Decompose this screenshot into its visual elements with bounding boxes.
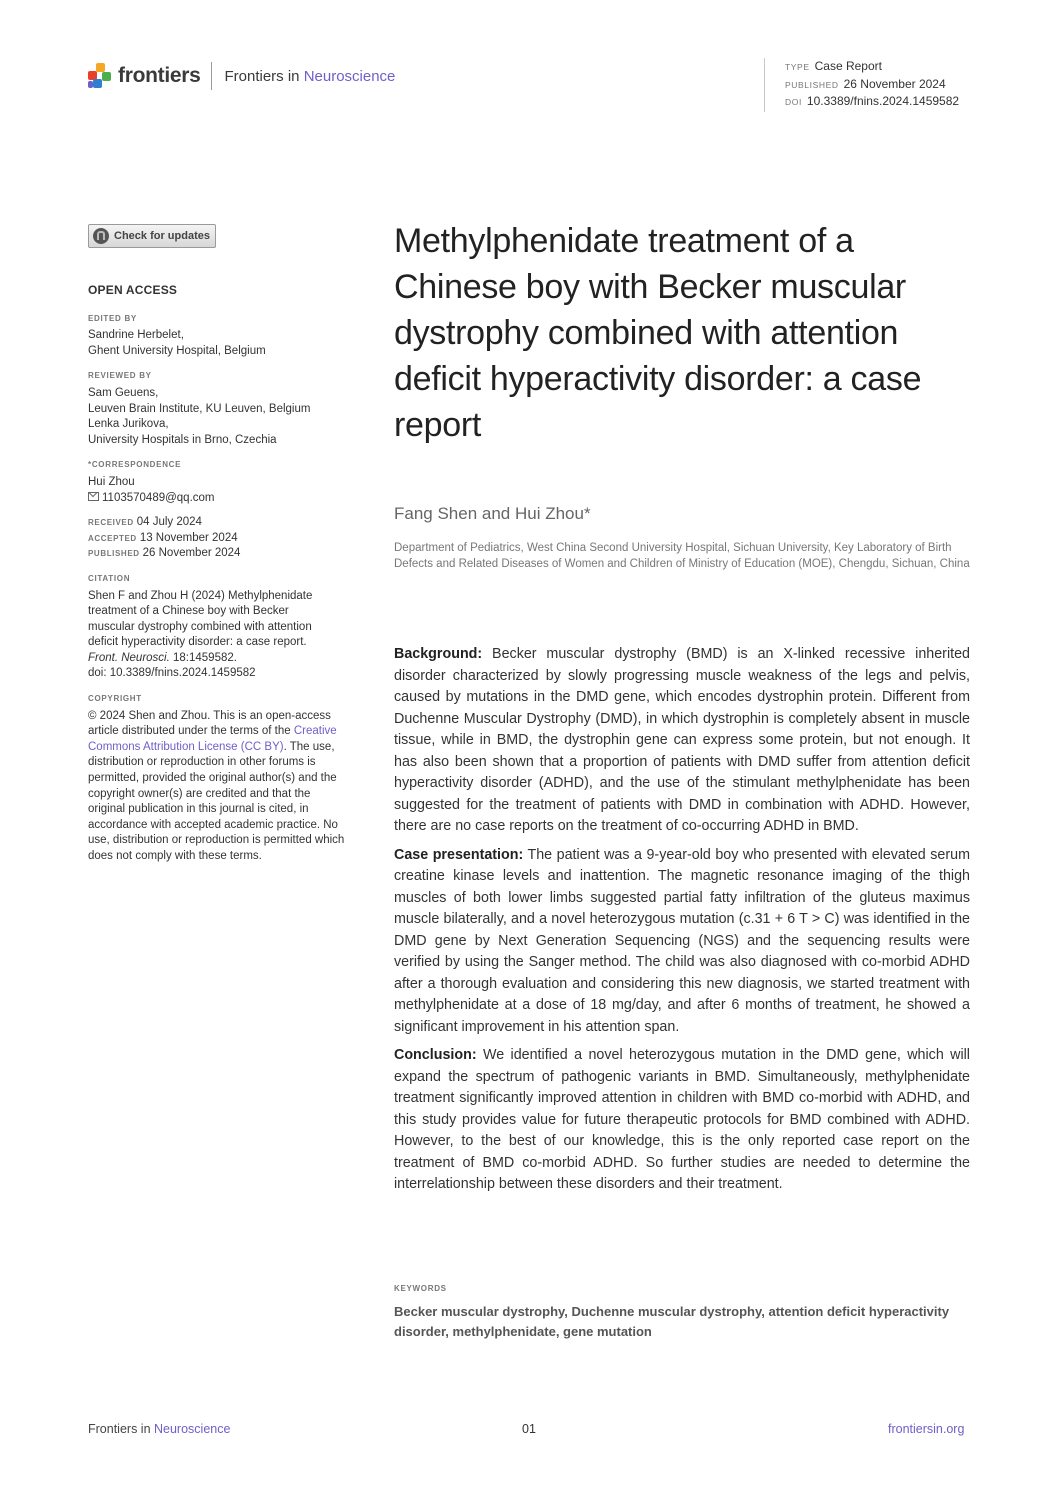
logo-wordmark: frontiers <box>118 64 201 87</box>
update-icon <box>93 228 109 244</box>
license-link[interactable]: Creative Commons Attribution License (CC BY) <box>88 725 337 753</box>
date-key: ACCEPTED <box>88 533 137 543</box>
meta-key: TYPE <box>785 62 810 72</box>
keywords: Becker muscular dystrophy, Duchenne muscular dystrophy, attention deficit hyperactivity disorder, methylphenidate, gene mutation <box>394 1304 950 1339</box>
copyright-text: © 2024 Shen and Zhou. This is an open-access article distributed under the terms of the <box>88 709 331 738</box>
abstract <box>394 644 970 1203</box>
citation <box>88 571 350 682</box>
reviewer-line: Leuven Brain Institute, KU Leuven, Belgium <box>88 402 311 415</box>
correspondence-heading: *CORRESPONDENCE <box>88 460 182 470</box>
copyright-heading: COPYRIGHT <box>88 694 142 704</box>
edited-by-heading: EDITED BY <box>88 313 137 323</box>
copyright-text-rest: . The use, distribution or reproduction in other forums is permitted, provided the original author(s) and the copyright owner(s) are credited and that the original publication in this journal is cited, in accordance with accepted academic practice. No use, distribution or reproduction is permitted which does not comply with these terms. <box>88 740 345 862</box>
editor-line: Sandrine Herbelet, <box>88 329 184 342</box>
footer-journal[interactable] <box>88 1422 230 1436</box>
citation-journal-name: Front. Neurosci. <box>88 651 170 664</box>
reviewer-line: University Hospitals in Brno, Czechia <box>88 433 277 446</box>
abstract-background <box>394 644 970 838</box>
reviewed-by <box>88 368 350 448</box>
correspondence <box>88 457 350 506</box>
abstract-section-text: We identified a novel heterozygous mutation in the DMD gene, which will expand the spectrum of pathogenic variants in BMD. Simultaneously, methylphenidate treatment significantly improved attention in children with BMD co-morbid with ADHD, and this study provides value for future therapeutic protocols for BMD combined with ADHD. However, to the best of our knowledge, this is the only reported case report on the treatment of BMD co-morbid ADHD. So further studies are needed to determine the interrelationship between these disorders and their treatment. <box>394 1047 970 1192</box>
keywords-heading: KEYWORDS <box>394 1284 447 1293</box>
citation-volume: 18:1459582. <box>169 651 237 664</box>
check-for-updates-button[interactable] <box>88 224 216 248</box>
abstract-section-text: The patient was a 9-year-old boy who presented with elevated serum creatine kinase levels and inattention. The magnetic resonance imaging of the thigh muscles of both lower limbs suggested partial fatty infiltration of the gluteus maximus muscle bilaterally, and a novel heterozygous mutation (c.31 + 6 T > C) was identified in the DMD gene by Next Generation Sequencing (NGS) and the sequencing results were verified by using the Sanger method. The child was also diagnosed with co-morbid ADHD after a thorough evaluation and considering this new diagnosis, we started treatment with methylphenidate at a dose of 18 mg/day, and after 6 months of treatment, he showed a significant improvement in his attention span. <box>394 846 970 1035</box>
date-published <box>88 546 350 562</box>
abstract-section-heading: Case presentation: <box>394 846 524 863</box>
abstract-section-heading: Background: <box>394 646 483 662</box>
reviewer-line: Lenka Jurikova, <box>88 418 169 431</box>
check-for-updates-label: Check for updates <box>114 230 210 242</box>
citation-doi[interactable]: doi: 10.3389/fnins.2024.1459582 <box>88 667 256 680</box>
abstract-conclusion <box>394 1045 970 1196</box>
date-key: PUBLISHED <box>88 549 140 559</box>
article-title: Methylphenidate treatment of a Chinese boy with Becker muscular dystrophy combined with attention deficit hyperactivity disorder: a case report <box>394 222 922 444</box>
meta-key: PUBLISHED <box>785 79 839 90</box>
footer-journal-accent: Neuroscience <box>154 1422 231 1436</box>
dates <box>88 515 350 562</box>
meta-type <box>785 58 959 76</box>
citation-line: Shen F and Zhou H (2024) Methylphenidate <box>88 589 313 602</box>
envelope-icon <box>88 492 99 501</box>
open-access-label: OPEN ACCESS <box>88 283 178 297</box>
publisher-logo[interactable] <box>88 62 395 90</box>
logo-divider <box>211 62 212 90</box>
footer-site-link[interactable]: frontiersin.org <box>888 1422 965 1436</box>
footer-journal-prefix: Frontiers in <box>88 1422 154 1436</box>
reviewed-by-heading: REVIEWED BY <box>88 371 152 381</box>
correspondence-email[interactable] <box>88 491 350 507</box>
frontiers-logo-icon <box>88 63 112 89</box>
journal-prefix: Frontiers in <box>224 67 300 85</box>
page-number: 01 <box>522 1422 536 1436</box>
journal-name <box>224 68 395 85</box>
meta-doi[interactable] <box>785 93 959 111</box>
meta-published <box>785 76 959 94</box>
citation-heading: CITATION <box>88 573 131 583</box>
date-key: RECEIVED <box>88 518 134 528</box>
article-meta <box>764 58 959 112</box>
date-value: 26 November 2024 <box>142 547 241 560</box>
author-affiliation: Department of Pediatrics, West China Second University Hospital, Sichuan University, Key Laboratory of Birth Defects and Related Diseases of Women and Children of Ministry of Education (MOE), Chengdu, Sichuan, China <box>394 542 970 570</box>
citation-journal <box>88 651 350 667</box>
date-value: 13 November 2024 <box>139 531 238 544</box>
journal-accent: Neuroscience <box>303 67 396 85</box>
abstract-case-presentation <box>394 845 970 1039</box>
correspondence-name: Hui Zhou <box>88 475 135 488</box>
reviewer-line: Sam Geuens, <box>88 386 159 399</box>
citation-line: treatment of a Chinese boy with Becker <box>88 605 289 618</box>
citation-line: muscular dystrophy combined with attention <box>88 620 312 633</box>
abstract-section-heading: Conclusion: <box>394 1047 477 1063</box>
meta-value: Case Report <box>814 59 882 73</box>
date-received <box>88 515 350 531</box>
meta-value[interactable]: 10.3389/fnins.2024.1459582 <box>806 94 960 108</box>
email-text[interactable]: 1103570489@qq.com <box>102 491 215 504</box>
sidebar <box>88 283 350 874</box>
meta-key: DOI <box>785 97 802 107</box>
abstract-section-text: Becker muscular dystrophy (BMD) is an X-linked recessive inherited disorder characterized by slowly progressing muscle weakness of the legs and pelvis, caused by mutations in the DMD gene, which encodes dystrophin protein. Different from Duchenne Muscular Dystrophy (DMD), in which dystrophin is completely absent in muscle tissue, while in BMD, the dystrophin gene can express some protein, but not enough. It has also been shown that a proportion of patients with DMD suffer from attention deficit hyperactivity disorder (ADHD), and the use of the stimulant methylphenidate has been suggested for the treatment of patients with DMD in combination with ADHD. However, there are no case reports on the treatment of co-occurring ADHD in BMD. <box>394 646 970 834</box>
article-authors: Fang Shen and Hui Zhou* <box>394 504 591 523</box>
editor-line: Ghent University Hospital, Belgium <box>88 344 266 357</box>
citation-line: deficit hyperactivity disorder: a case report. <box>88 636 307 649</box>
meta-value: 26 November 2024 <box>843 76 946 91</box>
date-accepted <box>88 531 350 547</box>
copyright <box>88 691 350 865</box>
edited-by <box>88 311 350 360</box>
date-value: 04 July 2024 <box>136 516 202 529</box>
